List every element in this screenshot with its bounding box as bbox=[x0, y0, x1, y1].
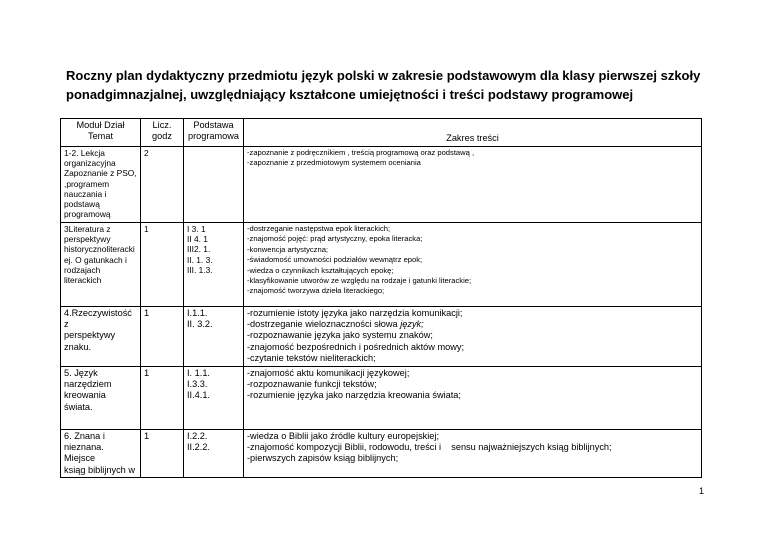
row-1-temat-line: programową bbox=[64, 209, 111, 220]
row-2-podstawa-line: III2. 1. bbox=[187, 244, 211, 255]
row-3-temat bbox=[61, 307, 141, 367]
header-podstawa bbox=[184, 119, 244, 147]
row-1-temat-line: ,programem bbox=[64, 178, 110, 189]
row-3-zakres-line: -znajomość bezpośrednich i pośrednich aktów mowy; bbox=[247, 341, 465, 352]
row-3-zakres-italic-word: język; bbox=[400, 319, 424, 330]
page-number: 1 bbox=[699, 486, 705, 496]
row-1-temat-line: Zapoznanie z PSO, bbox=[64, 168, 137, 179]
header-licz-line-2: godz bbox=[152, 131, 172, 141]
row-4-temat-line: świata. bbox=[64, 401, 93, 412]
row-3-zakres-mixed-text: -dostrzeganie wieloznaczności słowa bbox=[247, 319, 401, 330]
row-3-zakres bbox=[244, 307, 702, 367]
row-3-temat-line: perspektywy bbox=[64, 330, 116, 341]
row-4-zakres-line: -rozumienie języka jako narzędzia kreowania świata; bbox=[247, 390, 461, 401]
row-1-zakres-line: -zapoznanie z przedmiotowym systemem oceniania bbox=[247, 158, 421, 168]
header-podstawa-line-2: programowa bbox=[187, 131, 240, 141]
row-3-godz: 1 bbox=[141, 307, 184, 367]
row-4-zakres-line: -rozpoznawanie funkcji tekstów; bbox=[247, 379, 377, 390]
row-2-temat-line: literackich bbox=[64, 275, 102, 286]
row-1-godz: 2 bbox=[141, 147, 184, 223]
header-modul-line-2: Temat bbox=[87, 131, 114, 141]
row-2-temat bbox=[61, 223, 141, 307]
row-5-temat bbox=[61, 430, 141, 478]
row-2-podstawa-line: II. 1. 3. bbox=[187, 254, 213, 265]
row-5-zakres bbox=[244, 430, 702, 478]
row-2-podstawa-line: I 3. 1 bbox=[187, 224, 206, 234]
row-1-zakres bbox=[244, 147, 702, 223]
row-3-zakres-line: -czytanie tekstów nieliterackich; bbox=[247, 352, 376, 363]
row-2-zakres-line: -świadomość umowności podziałów wewnątrz epok; bbox=[247, 255, 423, 265]
row-3-podstawa bbox=[184, 307, 244, 367]
row-2-zakres-line: -dostrzeganie następstwa epok literackich; bbox=[247, 224, 391, 233]
row-3-zakres-line: -rozumienie istoty języka jako narzędzia komunikacji; bbox=[247, 308, 463, 318]
header-modul bbox=[61, 119, 141, 147]
row-4-zakres bbox=[244, 367, 702, 430]
row-5-zakres-line: -znajomość kompozycji Biblii, rodowodu, treści i sensu najważniejszych ksiąg biblijnych; bbox=[247, 442, 612, 453]
row-4-temat-line: kreowania bbox=[64, 390, 106, 401]
row-2-temat-line: historycznoliteracki bbox=[64, 244, 135, 255]
row-1-zakres-line: -zapoznanie z podręcznikiem , treścią programową oraz podstawą , bbox=[247, 148, 475, 157]
row-2-podstawa-line: III. 1.3. bbox=[187, 264, 213, 275]
row-5-zakres-line: -pierwszych zapisów ksiąg biblijnych; bbox=[247, 453, 399, 464]
header-modul-line-1: Moduł Dział bbox=[76, 120, 125, 130]
row-5-temat-line: 6. Znana i bbox=[64, 431, 105, 441]
table-row bbox=[61, 223, 702, 307]
header-licz-line-1: Licz. bbox=[152, 120, 172, 130]
row-5-godz: 1 bbox=[141, 430, 184, 478]
row-5-podstawa-line: II.2.2. bbox=[187, 442, 210, 453]
row-4-podstawa-line: II.4.1. bbox=[187, 390, 210, 401]
row-4-temat bbox=[61, 367, 141, 430]
row-2-godz: 1 bbox=[141, 223, 184, 307]
row-4-podstawa bbox=[184, 367, 244, 430]
title-line-2: ponadgimnazjalnej, uwzględniający kształcone umiejętności i treści podstawy programowej bbox=[66, 87, 634, 102]
row-2-temat-line: ej. O gatunkach i bbox=[64, 254, 127, 265]
row-1-temat bbox=[61, 147, 141, 223]
row-1-podstawa bbox=[184, 147, 244, 223]
row-2-zakres-line: -wiedza o czynnikach kształtujących epokę; bbox=[247, 265, 394, 275]
row-1-temat-line: organizacyjna bbox=[64, 158, 116, 169]
row-3-zakres-line-mixed bbox=[247, 319, 698, 330]
row-4-podstawa-line: I. 1.1. bbox=[187, 368, 210, 378]
row-2-temat-line: rodzajach bbox=[64, 264, 101, 275]
table-row bbox=[61, 367, 702, 430]
row-3-temat-line: 4.Rzeczywistość z bbox=[64, 308, 132, 330]
row-4-temat-line: 5. Język bbox=[64, 368, 98, 378]
row-4-podstawa-line: I.3.3. bbox=[187, 379, 208, 390]
row-4-temat-line: narzędziem bbox=[64, 379, 112, 390]
header-licz bbox=[141, 119, 184, 147]
table-row bbox=[61, 147, 702, 223]
row-4-zakres-line: -znajomość aktu komunikacji językowej; bbox=[247, 368, 410, 378]
row-2-zakres-line: -klasyfikowanie utworów ze względu na rodzaje i gatunki literackie; bbox=[247, 276, 472, 286]
plan-table bbox=[60, 118, 702, 478]
row-5-temat-line: ksiąg biblijnych w bbox=[64, 464, 135, 475]
row-4-godz: 1 bbox=[141, 367, 184, 430]
table-header-row bbox=[61, 119, 702, 147]
row-3-podstawa-line: I.1.1. bbox=[187, 308, 208, 318]
row-1-temat-line: podstawą bbox=[64, 199, 100, 210]
row-3-podstawa-line: II. 3.2. bbox=[187, 319, 213, 330]
row-2-podstawa-line: II 4. 1 bbox=[187, 234, 208, 245]
row-5-zakres-line: -wiedza o Biblii jako źródle kultury europejskiej; bbox=[247, 431, 440, 441]
row-2-temat-line: 3Literatura z bbox=[64, 224, 111, 234]
row-2-podstawa bbox=[184, 223, 244, 307]
row-3-zakres-line: -rozpoznawanie języka jako systemu znaków; bbox=[247, 330, 433, 341]
table-row bbox=[61, 307, 702, 367]
row-5-temat-line: nieznana. Miejsce bbox=[64, 442, 104, 464]
row-3-temat-line: znaku. bbox=[64, 341, 92, 352]
row-2-zakres-line: -znajomość pojęć: prąd artystyczny, epoka literacka; bbox=[247, 234, 423, 244]
row-1-temat-line: nauczania i bbox=[64, 188, 107, 199]
row-5-podstawa-line: I.2.2. bbox=[187, 431, 208, 441]
row-2-temat-line: perspektywy bbox=[64, 234, 111, 245]
table-row bbox=[61, 430, 702, 478]
header-podstawa-line-1: Podstawa bbox=[193, 120, 234, 130]
row-2-zakres-line: -znajomość tworzywa dzieła literackiego; bbox=[247, 286, 385, 296]
document-title bbox=[66, 66, 706, 104]
row-2-zakres-line: -konwencja artystyczna; bbox=[247, 244, 329, 254]
row-1-temat-line: 1-2. Lekcja bbox=[64, 148, 105, 158]
row-2-zakres bbox=[244, 223, 702, 307]
title-line-1: Roczny plan dydaktyczny przedmiotu język polski w zakresie podstawowym dla klasy pierwszej szkoły bbox=[66, 68, 701, 83]
header-zakres: Zakres treści bbox=[244, 119, 702, 147]
row-5-podstawa bbox=[184, 430, 244, 478]
